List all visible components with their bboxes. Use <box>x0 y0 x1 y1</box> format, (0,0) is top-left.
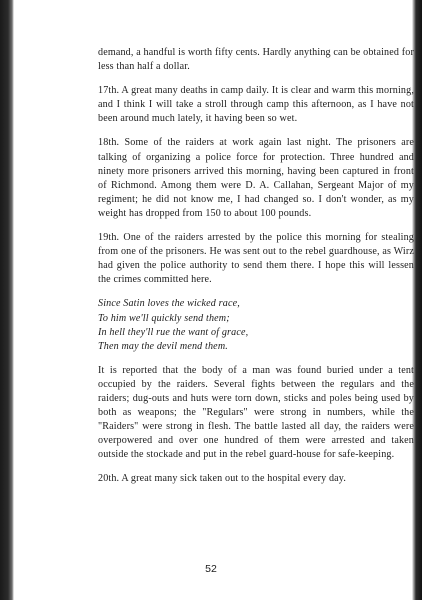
paragraph-17th: 17th. A great many deaths in camp daily. It is clear and warm this morning, and I think I will take a stroll through camp this afternoon, as I have not been around much lately, it having been so wet. <box>98 85 414 125</box>
verse-line: Then may the devil mend them. <box>98 340 228 352</box>
scan-edge-left <box>0 0 14 600</box>
paragraph-18th: 18th. Some of the raiders at work again last night. The prisoners are talking of organizing a police force for protection. Three hundred and ninety more prisoners arrived this morning, having been captured in front of Richmond. Among them were D. A. Callahan, Sergeant Major of my regiment; he did not know me, I had changed so. I don't wonder, as my weight has dropped from 150 to about 100 pounds. <box>98 137 414 219</box>
page-number: 52 <box>205 563 217 575</box>
book-page <box>14 0 412 600</box>
verse-block <box>98 297 414 353</box>
verse-line: Since Satin loves the wicked race, <box>98 298 240 310</box>
verse-line: In hell they'll rue the want of grace, <box>98 326 249 338</box>
page-text-block <box>98 46 414 497</box>
verse-line: To him we'll quickly send them; <box>98 312 230 324</box>
paragraph-raiders-battle: It is reported that the body of a man was found buried under a tent occupied by the raiders. Several fights between the regulars and the raiders; dug-outs and huts were torn down, sticks and poles being used by both as weapons; the "Regulars" were strong in numbers, while the "Raiders" were strong in flesh. The battle lasted all day, the raiders were overpowered and over one hundred of them were arrested and taken outside the stockade and put in the rebel guard-house for safe-keeping. <box>98 364 414 461</box>
paragraph-continued: demand, a handful is worth fifty cents. Hardly anything can be obtained for less than half a dollar. <box>98 47 414 73</box>
paragraph-20th: 20th. A great many sick taken out to the hospital every day. <box>98 473 347 485</box>
paragraph-19th: 19th. One of the raiders arrested by the police this morning for stealing from one of the prisoners. He was sent out to the rebel guardhouse, as Wirz had given the police authority to send them there. I hope this will lessen the crimes committed here. <box>98 232 414 286</box>
